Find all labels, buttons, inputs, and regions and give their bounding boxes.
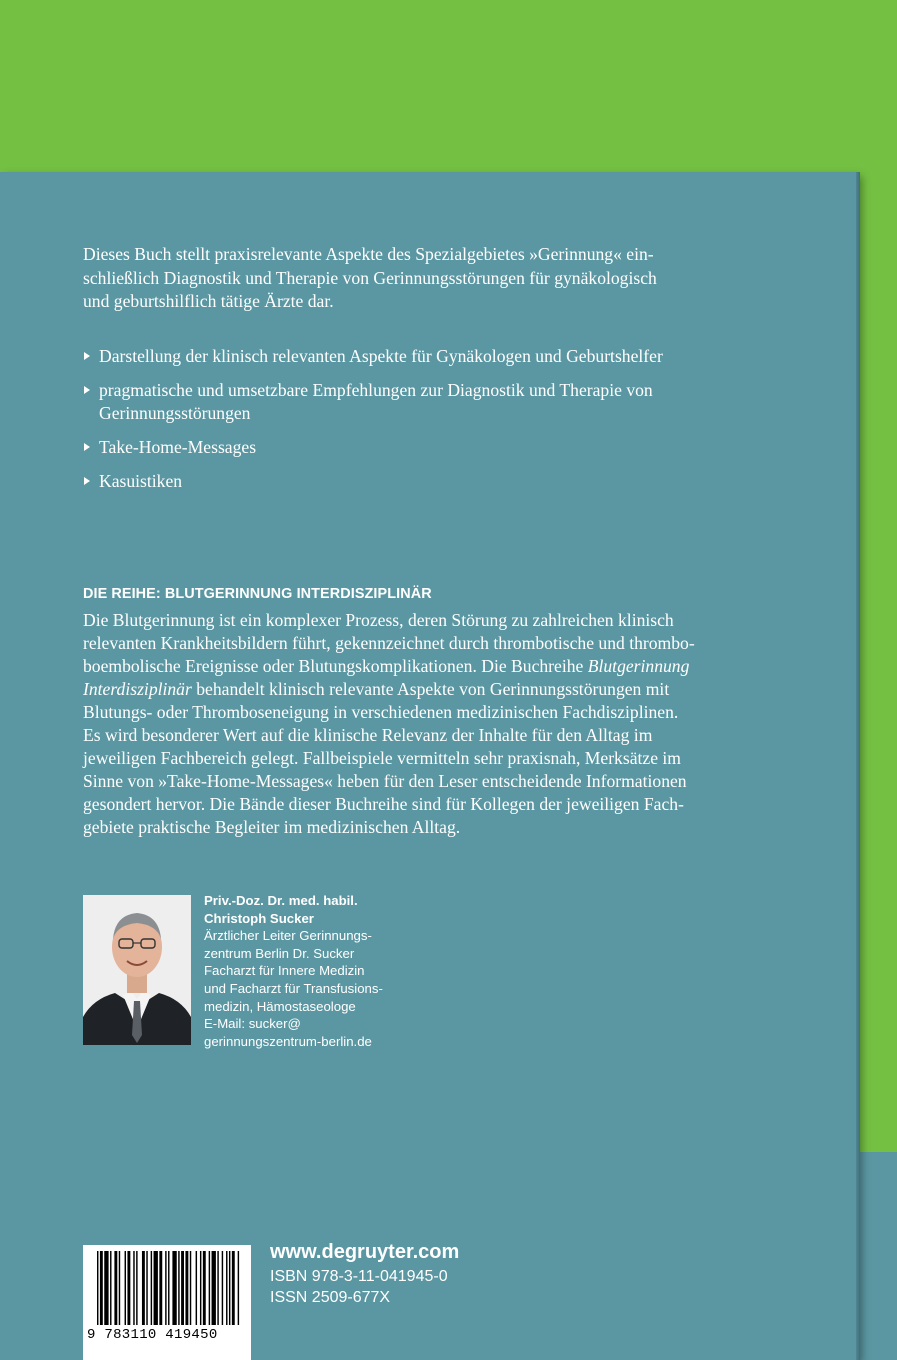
barcode-bar	[168, 1251, 169, 1325]
panel-edge	[856, 172, 860, 1360]
barcode-bar	[165, 1251, 166, 1325]
bullet-triangle-icon	[84, 386, 90, 394]
barcode-bar	[151, 1251, 152, 1325]
barcode-bar	[142, 1251, 145, 1325]
barcode-bar	[203, 1251, 206, 1325]
barcode-bars	[83, 1245, 251, 1329]
author-email-line: E-Mail: sucker@	[204, 1016, 301, 1032]
green-right-band	[858, 0, 897, 1152]
author-info-line: Ärztlicher Leiter Gerinnungs-	[204, 928, 372, 944]
author-photo	[83, 895, 191, 1045]
barcode-bar	[119, 1251, 120, 1325]
author-name: Christoph Sucker	[204, 910, 314, 926]
barcode-bar	[100, 1251, 103, 1325]
barcode-bar	[172, 1251, 176, 1325]
author-info	[204, 892, 444, 1050]
barcode-bar	[232, 1251, 235, 1325]
barcode-bar	[209, 1251, 210, 1325]
barcode-bar	[133, 1251, 134, 1325]
bullet-triangle-icon	[84, 477, 90, 485]
barcode-bar	[181, 1251, 184, 1325]
barcode-bar	[200, 1251, 201, 1325]
barcode-bar	[159, 1251, 162, 1325]
intro-paragraph	[83, 243, 783, 314]
isbn-barcode	[83, 1245, 251, 1360]
series-heading: DIE REIHE: BLUTGERINNUNG INTERDISZIPLINÄR	[83, 586, 432, 602]
barcode-bar	[154, 1251, 158, 1325]
barcode-bar	[217, 1251, 218, 1325]
feature-item: Kasuistiken	[83, 470, 783, 493]
barcode-bar	[110, 1251, 111, 1325]
bullet-triangle-icon	[84, 443, 90, 451]
feature-item: Darstellung der klinisch relevanten Aspekte für Gynäkologen und Geburtshelfer	[83, 345, 783, 368]
issn-number: ISSN 2509-677X	[270, 1289, 391, 1306]
barcode-bar	[212, 1251, 216, 1325]
barcode-bar	[226, 1251, 227, 1325]
author-info-line: Facharzt für Innere Medizin	[204, 963, 365, 979]
intro-line: und geburtshilflich tätige Ärzte dar.	[83, 291, 334, 311]
barcode-bar	[114, 1251, 117, 1325]
bullet-triangle-icon	[84, 352, 90, 360]
intro-line: schließlich Diagnostik und Therapie von Gerinnungsstörungen für gynäkologisch	[83, 267, 657, 288]
isbn-number: ISBN 978-3-11-041945-0	[270, 1268, 448, 1285]
website-link[interactable]: www.degruyter.com	[270, 1241, 460, 1263]
feature-item: Take-Home-Messages	[83, 436, 783, 459]
author-info-line: zentrum Berlin Dr. Sucker	[204, 945, 355, 961]
barcode-bar	[196, 1251, 197, 1325]
barcode-bar	[185, 1251, 188, 1325]
barcode-bar	[136, 1251, 137, 1325]
green-top-band	[0, 0, 897, 172]
barcode-bar	[125, 1251, 126, 1325]
author-email-line: gerinnungszentrum-berlin.de	[204, 1033, 372, 1049]
feature-item: pragmatische und umsetzbare Empfehlungen zur Diagnostik und Therapie von Gerinnungsstörungen	[83, 379, 783, 425]
author-title: Priv.-Doz. Dr. med. habil.	[204, 893, 358, 908]
barcode-bar	[146, 1251, 147, 1325]
barcode-bar	[190, 1251, 191, 1325]
author-info-line: medizin, Hämostaseologe	[204, 998, 356, 1014]
series-description: Die Blutgerinnung ist ein komplexer Prozess, deren Störung zu zahlreichen klinisch relevanten Krankheitsbildern führt, gekennzeichnet durch thrombotische und thrombo- boembolische Ereignisse oder Blutungskomplikationen. Die Buchreihe Blutgerinnung Interdisziplinär behandelt klinisch relevante Aspekte von Gerinnungsstörungen mit Blutungs- oder Thromboseneigung in verschiedenen medizinischen Fachdisziplinen. Es wird besonderer Wert auf die klinische Relevanz der Inhalte für den Alltag im jeweiligen Fachbereich gelegt. Fallbeispiele vermitteln sehr praxisnah, Merksätze im Sinne von »Take-Home-Messages« heben für den Leser entscheidende Informationen gesondert hervor. Die Bände dieser Buchreihe sind für Kollegen der jeweiligen Fach- gebiete praktische Begleiter im medizinischen Alltag.	[83, 610, 695, 837]
barcode-bar	[222, 1251, 223, 1325]
intro-line: Dieses Buch stellt praxisrelevante Aspekte des Spezialgebietes »Gerinnung« ein-	[83, 244, 654, 264]
barcode-bar	[104, 1251, 108, 1325]
barcode-bar	[238, 1251, 239, 1325]
barcode-digits: 9 783110 419450	[87, 1327, 218, 1343]
barcode-bar	[127, 1251, 130, 1325]
feature-list	[83, 345, 783, 504]
barcode-bar	[178, 1251, 179, 1325]
author-info-line: und Facharzt für Transfusions-	[204, 980, 383, 996]
barcode-bar	[229, 1251, 230, 1325]
barcode-bar	[97, 1251, 98, 1325]
